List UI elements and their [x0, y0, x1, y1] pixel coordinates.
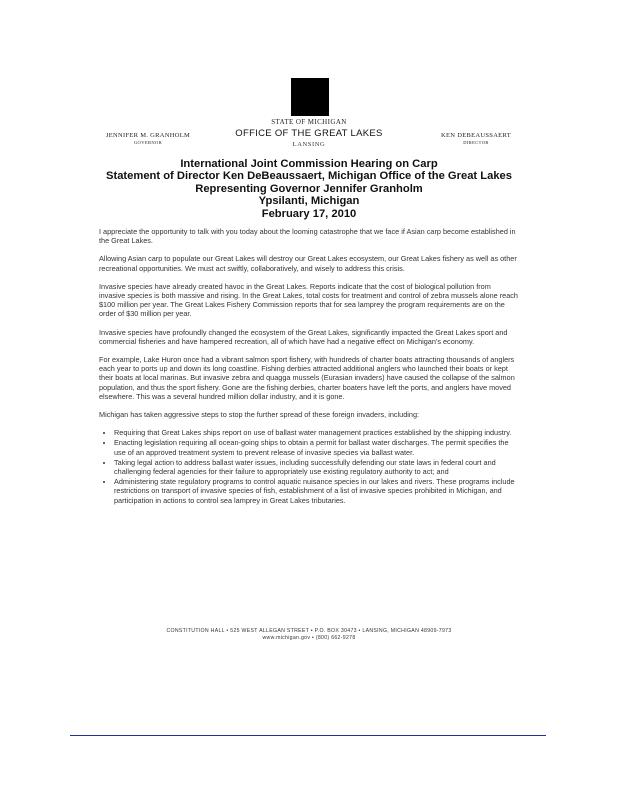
footer-contact: www.michigan.gov • (800) 662-9278: [262, 635, 356, 642]
page-divider: [70, 735, 546, 736]
letterhead-director: [416, 132, 536, 145]
paragraph-costs: Invasive species have already created havoc in the Great Lakes. Reports indicate that the cost of biological pollution from invasive species is both massive and rising. In the Great Lakes, total costs for treatment and control of zebra mussels alone reach $100 million per year. The Great Lakes Fishery Commission reports that for sea lamprey the program requirements are on the order of $30 million per year.: [99, 281, 518, 319]
list-item: • Requiring that Great Lakes ships report on use of ballast water management practices established by the shipping industry.: [114, 428, 519, 437]
paragraph-carp-threat: Allowing Asian carp to populate our Great Lakes will destroy our Great Lakes ecosystem, our Great Lakes fishery as well as other recreational opportunities. We must act swiftly, collaboratively, and wisely to address this crisis.: [99, 254, 517, 273]
document-title: [90, 158, 528, 220]
paragraph-lake-huron: For example, Lake Huron once had a vibrant salmon sport fishery, with hundreds of charter boats attracting thousands of anglers each year to ports up and down its long coastline. Fishing derbies attracted additional anglers who launched their boats or kept their boats at local marinas. But invasive zebra and quagga mussels (Eurasian invaders) have caused the collapse of the salmon population, and thus the sport fishery. Gone are the fishing derbies, charter boaters have left the ports, and anglers have moved elsewhere. This was a several hundred million dollar industry, and it is gone.: [99, 355, 515, 401]
paragraph-ecosystem: Invasive species have profoundly changed the ecosystem of the Great Lakes, significantly impacted the Great Lakes sport and commercial fisheries and have hampered recreation, all of which have had a negative effect on Michigan's economy.: [99, 327, 508, 346]
title-line-2: Statement of Director Ken DeBeaussaert, Michigan Office of the Great Lakes: [106, 170, 512, 183]
letterhead-governor: [88, 132, 208, 145]
paragraph-michigan-steps: Michigan has taken aggressive steps to stop the further spread of these foreign invaders, including:: [99, 410, 420, 420]
title-line-1: International Joint Commission Hearing on Carp: [180, 158, 438, 170]
statement-body: [99, 227, 519, 506]
letterhead-office: OFFICE OF THE GREAT LAKES: [235, 128, 383, 139]
title-line-3: Representing Governor Jennifer Granholm: [195, 182, 423, 195]
list-item: • Taking legal action to address ballast water issues, including successfully defending our state laws in federal court and challenging federal agencies for their failure to appropriately use existing regulatory authority to act; and: [114, 458, 519, 476]
letterhead-city: LANSING: [292, 141, 326, 148]
governor-name: JENNIFER M. GRANHOLM: [105, 132, 191, 139]
letterhead-footer: [0, 628, 618, 643]
governor-title: GOVERNOR: [133, 140, 163, 145]
paragraph-intro: I appreciate the opportunity to talk with you today about the looming catastrophe that we face if Asian carp become established in the Great Lakes.: [99, 227, 516, 246]
list-item: • Enacting legislation requiring all ocean-going ships to obtain a permit for ballast water discharges. The permit specifies the use of an approved treatment system to prevent release of invasive species via ballast water.: [114, 438, 519, 456]
title-line-5: February 17, 2010: [261, 207, 357, 220]
title-line-4: Ypsilanti, Michigan: [258, 195, 360, 208]
list-item: • Administering state regulatory programs to control aquatic nuisance species in our lakes and rivers. These programs include restrictions on transport of invasive species of fish, establishment of a list of invasive species prohibited in Michigan, and participation in actions to control sea lamprey in Great Lakes tributaries.: [114, 477, 519, 505]
letterhead-state: STATE OF MICHIGAN: [271, 118, 347, 126]
steps-list: [99, 428, 519, 505]
director-name: KEN DEBEAUSSAERT: [441, 132, 511, 139]
director-title: DIRECTOR: [463, 140, 489, 145]
state-seal-logo: [291, 78, 329, 116]
footer-address: CONSTITUTION HALL • 525 WEST ALLEGAN STREET • P.O. BOX 30473 • LANSING, MICHIGAN 48909-7973: [166, 628, 452, 634]
